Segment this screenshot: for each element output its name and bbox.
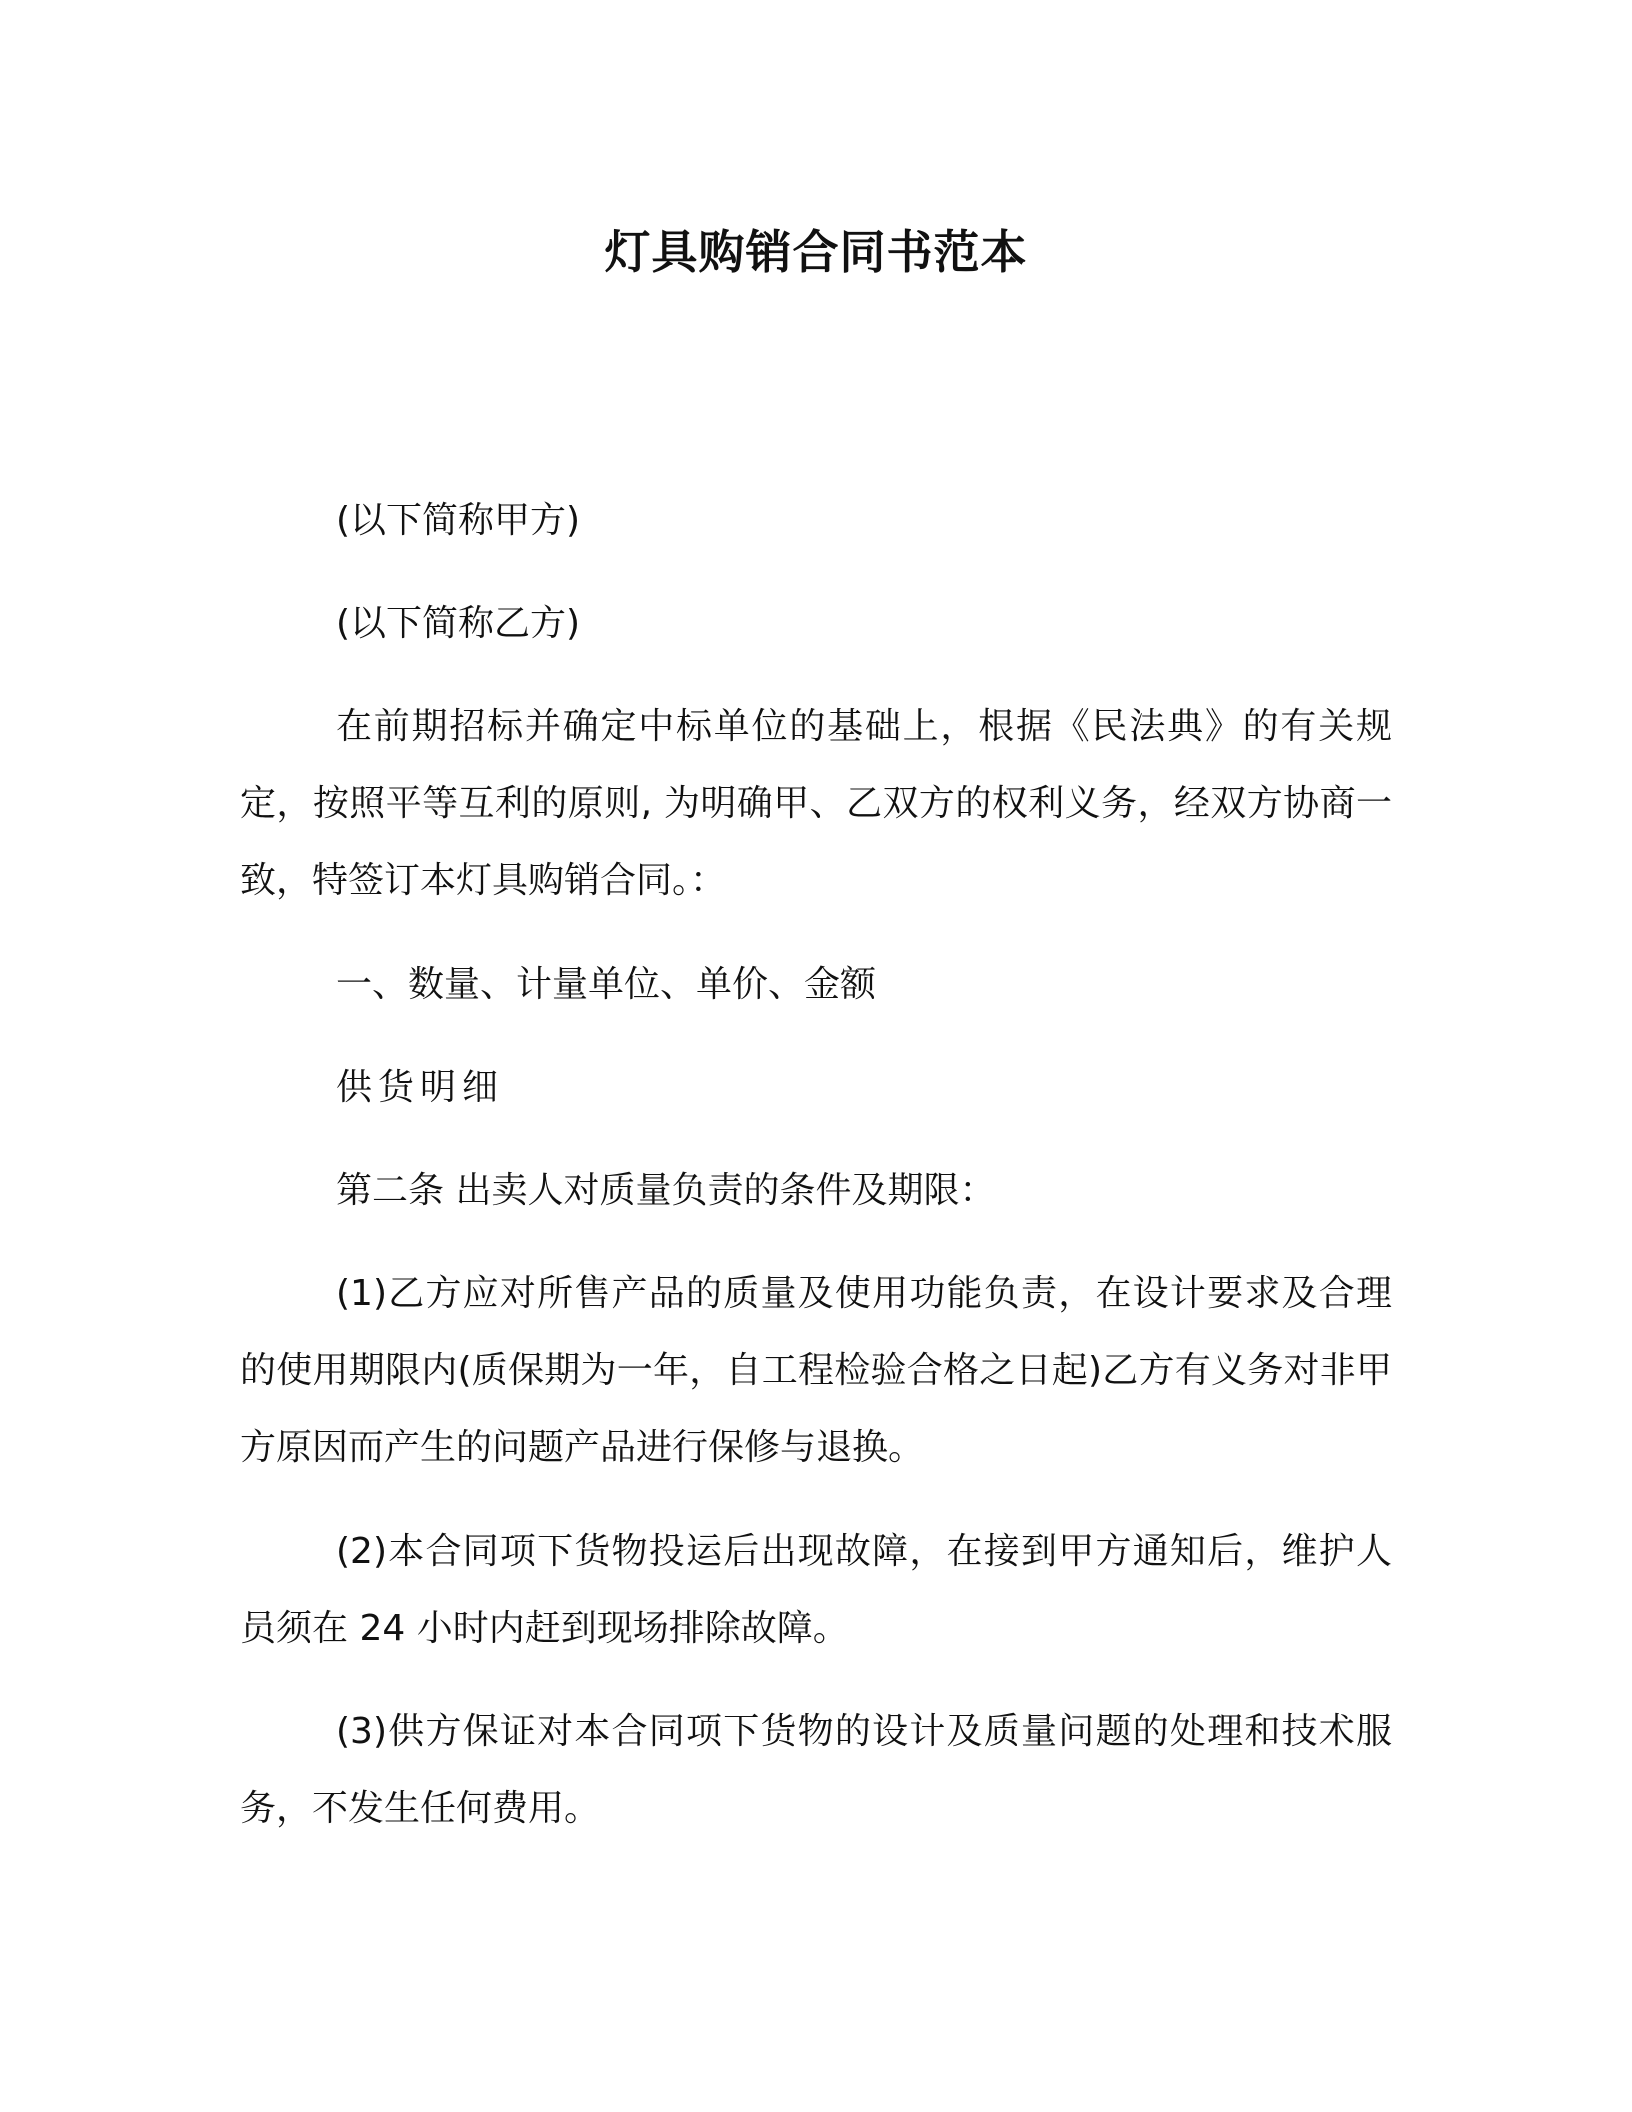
- article-two-heading: 第二条 出卖人对质量负责的条件及期限：: [336, 1170, 996, 1211]
- party-a-line: (以下简称甲方): [336, 500, 581, 541]
- party-b-line: (以下简称乙方): [336, 603, 581, 644]
- clause-3-paragraph: (3)供方保证对本合同项下货物的设计及质量问题的处理和技术服务，不发生任何费用。: [240, 1711, 1392, 1829]
- clause-1-paragraph: (1)乙方应对所售产品的质量及使用功能负责，在设计要求及合理的使用期限内(质保期为一年，自工程检验合格之日起)乙方有义务对非甲方原因而产生的问题产品进行保修与退换。: [240, 1273, 1392, 1468]
- clause-2-paragraph: (2)本合同项下货物投运后出现故障，在接到甲方通知后，维护人员须在 24 小时内赶到现场排除故障。: [240, 1531, 1392, 1649]
- preamble-paragraph: 在前期招标并确定中标单位的基础上，根据《民法典》的有关规定，按照平等互利的原则, 为明确甲、乙双方的权利义务，经双方协商一致，特签订本灯具购销合同。：: [240, 706, 1392, 901]
- document-title: 灯具购销合同书范本: [604, 225, 1028, 279]
- section-one-heading: 一、数量、计量单位、单价、金额: [336, 964, 877, 1005]
- supply-details-heading: 供货明细: [336, 1067, 505, 1108]
